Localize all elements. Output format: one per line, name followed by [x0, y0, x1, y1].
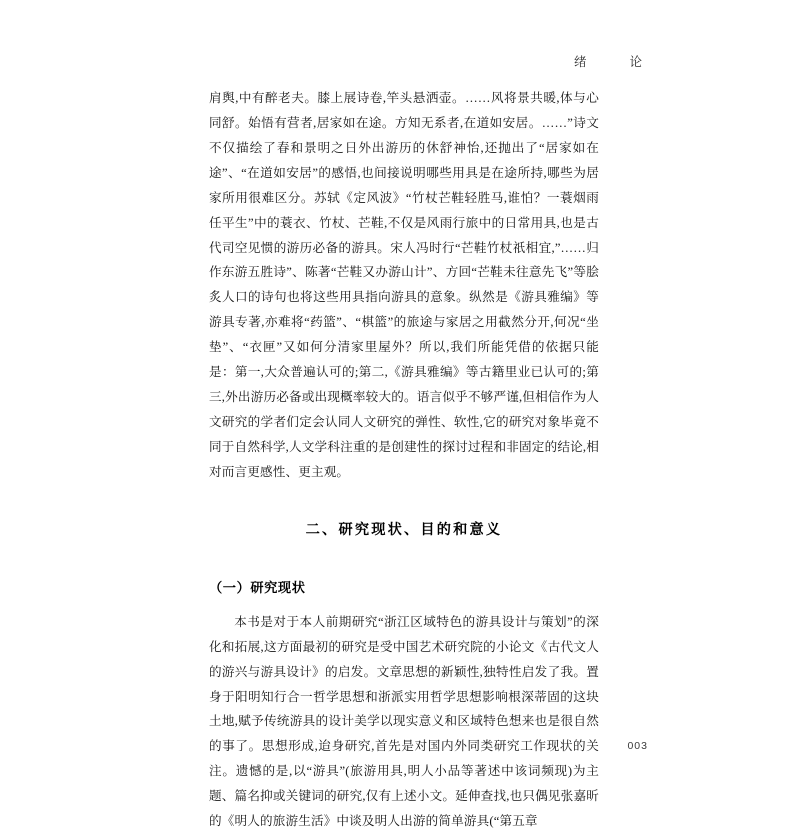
subsection-paragraph: 本书是对于本人前期研究“浙江区域特色的游具设计与策划”的深化和拓展,这方面最初的研究是受中国艺术研究院的小论文《古代文人的游兴与游具设计》的启发。文章思想的新颖性,独特性启发了我。置身于阳明知行合一哲学思想和浙派实用哲学思想影响根深蒂固的这块土地,赋予传统游具的设计美学以现实意义和区域特色想来也是很自然的事了。思想形成,迨身研究,首先是对国内外同类研究工作现状的关注。遗憾的是,以“游具”(旅游用具,明人小品等著述中该词频现)为主题、篇名抑或关键词的研究,仅有上述小文。延伸查找,也只偶见张嘉昕的《明人的旅游生活》中谈及明人出游的简单游具(“第五章: [209, 614, 599, 829]
body-paragraph: 肩舆,中有醉老夫。膝上展诗卷,竿头悬洒壶。……风将景共暖,体与心同舒。始悟有营者,居家如在途。方知无系者,在道如安居。……”诗文不仅描绘了春和景明之日外出游历的休舒神怡,还抛出了“居家如在途”、“在道如安居”的感悟,也间接说明哪些用具是在途所持,哪些为居家所用很难区分。苏轼《定风波》“竹杖芒鞋轻胜马,谁怕？一蓑烟雨任平生”中的蓑衣、竹杖、芒鞋,不仅是风雨行旅中的日常用具,也是古代司空见惯的游历必备的游具。宋人冯时行“芒鞋竹杖祇相宜,”……归作东游五胜诗”、陈著“芒鞋又办游山计”、方回“芒鞋未往意先飞”等脍炙人口的诗句也将这些用具指向游具的意象。纵然是《游具雅编》等游具专著,亦难将“药篮”、“棋篮”的旅途与家居之用截然分开,何况“坐垫”、“衣匣”又如何分清家里屋外？所以,我们所能凭借的依据只能是：第一,大众普遍认可的;第二,《游具雅编》等古籍里业已认可的;第三,外出游历必备或出现概率较大的。语言似乎不够严谨,但相信作为人文研究的学者们定会认同人文研究的弹性、软性,它的研究对象毕竟不同于自然科学,人文学科注重的是创建性的探讨过程和非固定的结论,相对而言更感性、更主观。: [209, 91, 599, 479]
page-number: 003: [627, 740, 648, 752]
page-header: [0, 52, 800, 70]
subsection-title: （一）研究现状: [209, 579, 306, 595]
page-content: [209, 86, 599, 834]
page-header-text: 绪 论: [573, 55, 648, 69]
section-title: 二、研究现状、目的和意义: [305, 521, 503, 538]
